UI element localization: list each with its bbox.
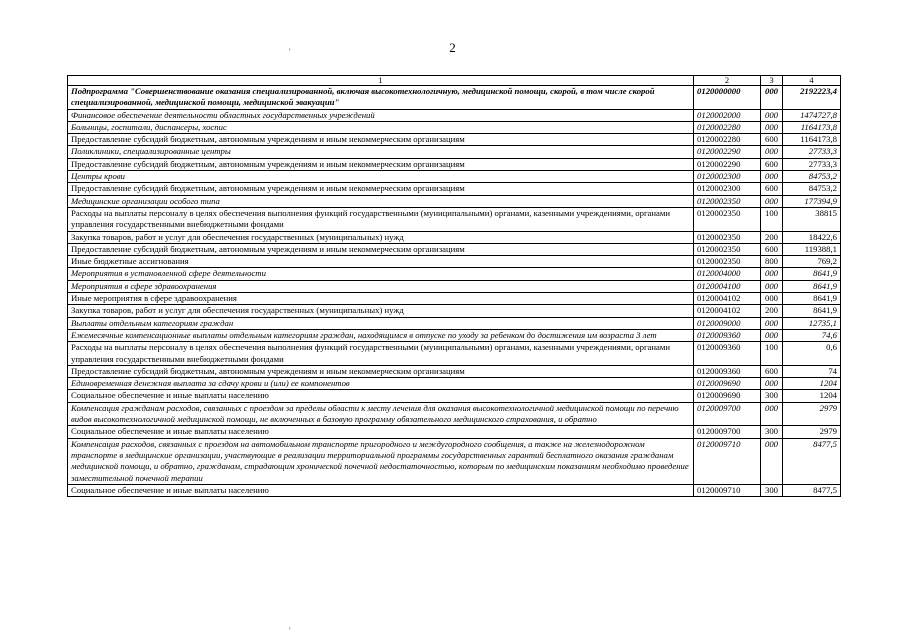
row-name-cell: Больницы, госпитали, диспансеры, хоспис: [68, 121, 694, 133]
row-vr-cell: 000: [761, 438, 783, 484]
row-sum-cell: 177394,9: [783, 195, 841, 207]
row-vr-cell: 800: [761, 256, 783, 268]
table-row[interactable]: [68, 134, 841, 146]
row-name-cell: Закупка товаров, работ и услуг для обеспечения государственных (муниципальных) нужд: [68, 231, 694, 243]
row-code-cell: 0120009360: [694, 342, 761, 366]
row-vr-cell: 000: [761, 402, 783, 426]
row-code-cell: 0120002000: [694, 109, 761, 121]
table-row[interactable]: [68, 207, 841, 231]
table-row[interactable]: [68, 183, 841, 195]
row-name-cell: Поликлиники, специализированные центры: [68, 146, 694, 158]
row-sum-cell: 8641,9: [783, 305, 841, 317]
row-name-cell: Предоставление субсидий бюджетным, автономным учреждениям и иным некоммерческим организациям: [68, 134, 694, 146]
table-row[interactable]: [68, 280, 841, 292]
row-sum-cell: 27733,3: [783, 146, 841, 158]
row-code-cell: 0120002280: [694, 121, 761, 133]
row-name-cell: Социальное обеспечение и иные выплаты населению: [68, 484, 694, 496]
row-vr-cell: 000: [761, 268, 783, 280]
table-row[interactable]: [68, 256, 841, 268]
scan-mark: ': [289, 47, 291, 57]
row-vr-cell: 000: [761, 317, 783, 329]
row-code-cell: 0120002350: [694, 207, 761, 231]
row-sum-cell: 1204: [783, 378, 841, 390]
table-row[interactable]: [68, 171, 841, 183]
row-sum-cell: 8641,9: [783, 293, 841, 305]
row-sum-cell: 119388,1: [783, 243, 841, 255]
row-vr-cell: 000: [761, 171, 783, 183]
row-sum-cell: 38815: [783, 207, 841, 231]
row-code-cell: 0120004100: [694, 280, 761, 292]
row-name-cell: Единовременная денежная выплата за сдачу крови и (или) ее компонентов: [68, 378, 694, 390]
table-row[interactable]: [68, 317, 841, 329]
table-row[interactable]: [68, 195, 841, 207]
page-number: 2: [449, 40, 456, 55]
row-code-cell: 0120009360: [694, 329, 761, 341]
row-name-cell: Закупка товаров, работ и услуг для обеспечения государственных (муниципальных) нужд: [68, 305, 694, 317]
table-row[interactable]: [68, 121, 841, 133]
table-row[interactable]: [68, 342, 841, 366]
row-sum-cell: 1164173,8: [783, 121, 841, 133]
row-code-cell: 0120009360: [694, 365, 761, 377]
row-code-cell: 0120009700: [694, 402, 761, 426]
table-row[interactable]: [68, 378, 841, 390]
row-sum-cell: 74: [783, 365, 841, 377]
row-name-cell: Центры крови: [68, 171, 694, 183]
row-vr-cell: 000: [761, 378, 783, 390]
row-code-cell: 0120009690: [694, 378, 761, 390]
row-name-cell: Финансовое обеспечение деятельности областных государственных учреждений: [68, 109, 694, 121]
row-vr-cell: 000: [761, 329, 783, 341]
row-name-cell: Предоставление субсидий бюджетным, автономным учреждениям и иным некоммерческим организациям: [68, 243, 694, 255]
table-row[interactable]: [68, 293, 841, 305]
row-vr-cell: 600: [761, 183, 783, 195]
row-vr-cell: 600: [761, 365, 783, 377]
row-code-cell: 0120009690: [694, 390, 761, 402]
row-name-cell: Предоставление субсидий бюджетным, автономным учреждениям и иным некоммерческим организациям: [68, 365, 694, 377]
row-name-cell: Иные бюджетные ассигнования: [68, 256, 694, 268]
row-sum-cell: 2979: [783, 426, 841, 438]
scan-mark-bottom: ': [289, 626, 291, 636]
table-row[interactable]: [68, 426, 841, 438]
row-name-cell: Социальное обеспечение и иные выплаты населению: [68, 390, 694, 402]
row-name-cell: Подпрограмма "Совершенствование оказания специализированной, включая высокотехнологичную, медицинской помощи, скорой, в том числе скорой специализированной, медицинской помощи, медицинской эвакуации": [68, 86, 694, 110]
row-vr-cell: 000: [761, 280, 783, 292]
row-vr-cell: 000: [761, 109, 783, 121]
table-row[interactable]: [68, 305, 841, 317]
row-code-cell: 0120009700: [694, 426, 761, 438]
row-sum-cell: 0,6: [783, 342, 841, 366]
row-sum-cell: 1164173,8: [783, 134, 841, 146]
row-sum-cell: 27733,3: [783, 158, 841, 170]
row-vr-cell: 100: [761, 207, 783, 231]
table-row[interactable]: [68, 438, 841, 484]
row-sum-cell: 8477,5: [783, 484, 841, 496]
header-name: 1: [68, 76, 694, 86]
row-sum-cell: 769,2: [783, 256, 841, 268]
row-name-cell: Ежемесячные компенсационные выплаты отдельным категориям граждан, находящимся в отпуске по уходу за ребенком до достижения им возраста 3 лет: [68, 329, 694, 341]
row-code-cell: 0120004000: [694, 268, 761, 280]
row-name-cell: Выплаты отдельным категориям граждан: [68, 317, 694, 329]
row-code-cell: 0120002350: [694, 195, 761, 207]
row-name-cell: Мероприятия в сфере здравоохранения: [68, 280, 694, 292]
row-name-cell: Мероприятия в установленной сфере деятельности: [68, 268, 694, 280]
row-vr-cell: 600: [761, 134, 783, 146]
table-row[interactable]: [68, 484, 841, 496]
row-sum-cell: 74,6: [783, 329, 841, 341]
row-code-cell: 0120002350: [694, 256, 761, 268]
row-code-cell: 0120002300: [694, 171, 761, 183]
row-sum-cell: 1204: [783, 390, 841, 402]
row-code-cell: 0120004102: [694, 305, 761, 317]
row-code-cell: 0120004102: [694, 293, 761, 305]
table-body: [68, 86, 841, 497]
row-code-cell: 0120002280: [694, 134, 761, 146]
row-vr-cell: 600: [761, 243, 783, 255]
table-row[interactable]: [68, 86, 841, 110]
row-code-cell: 0120000000: [694, 86, 761, 110]
row-vr-cell: 200: [761, 305, 783, 317]
row-vr-cell: 200: [761, 231, 783, 243]
row-vr-cell: 300: [761, 484, 783, 496]
row-sum-cell: 2979: [783, 402, 841, 426]
row-sum-cell: 2192223,4: [783, 86, 841, 110]
row-code-cell: 0120002350: [694, 231, 761, 243]
row-vr-cell: 000: [761, 121, 783, 133]
header-row: [68, 76, 841, 86]
table-row[interactable]: [68, 158, 841, 170]
table-row[interactable]: [68, 329, 841, 341]
row-name-cell: Предоставление субсидий бюджетным, автономным учреждениям и иным некоммерческим организациям: [68, 183, 694, 195]
row-sum-cell: 84753,2: [783, 171, 841, 183]
row-sum-cell: 12735,1: [783, 317, 841, 329]
row-code-cell: 0120009000: [694, 317, 761, 329]
row-name-cell: Предоставление субсидий бюджетным, автономным учреждениям и иным некоммерческим организациям: [68, 158, 694, 170]
row-sum-cell: 84753,2: [783, 183, 841, 195]
row-vr-cell: 000: [761, 195, 783, 207]
row-name-cell: Компенсация гражданам расходов, связанных с проездом за пределы области к месту лечения для оказания высокотехнологичной медицинской помощи по перечню видов высокотехнологичной медицинской помощи, не включенных в базовую программу обязательного медицинского страхования, и обратно: [68, 402, 694, 426]
table-row[interactable]: [68, 268, 841, 280]
table-row[interactable]: [68, 109, 841, 121]
row-name-cell: Иные мероприятия в сфере здравоохранения: [68, 293, 694, 305]
header-vr: 3: [761, 76, 783, 86]
row-name-cell: Расходы на выплаты персоналу в целях обеспечения выполнения функций государственными (муниципальными) органами, казенными учреждениями, органами управления государственными внебюджетными фондами: [68, 342, 694, 366]
row-vr-cell: 300: [761, 426, 783, 438]
row-code-cell: 0120002290: [694, 158, 761, 170]
row-sum-cell: 18422,6: [783, 231, 841, 243]
budget-table: [67, 75, 841, 497]
row-sum-cell: 8477,5: [783, 438, 841, 484]
table-row[interactable]: [68, 146, 841, 158]
row-name-cell: Медицинские организации особого типа: [68, 195, 694, 207]
row-sum-cell: 1474727,8: [783, 109, 841, 121]
row-vr-cell: 000: [761, 293, 783, 305]
row-name-cell: Компенсация расходов, связанных с проездом на автомобильном транспорте пригородного и междугородного сообщения, а также на железнодорожном транспорте в медицинские организации, участвующие в реализации территориальной программы государственных гарантий бесплатного оказания гражданам медицинской помощи, и обратно, гражданам, страдающим хронической почечной недостаточностью, которым по медицинским показаниям необходимо проведение заместительной почечной терапии: [68, 438, 694, 484]
table-row[interactable]: [68, 390, 841, 402]
row-vr-cell: 600: [761, 158, 783, 170]
table-row[interactable]: [68, 231, 841, 243]
row-name-cell: Расходы на выплаты персоналу в целях обеспечения выполнения функций государственными (муниципальными) органами, казенными учреждениями, органами управления государственными внебюджетными фондами: [68, 207, 694, 231]
header-code: 2: [694, 76, 761, 86]
row-name-cell: Социальное обеспечение и иные выплаты населению: [68, 426, 694, 438]
row-sum-cell: 8641,9: [783, 280, 841, 292]
row-vr-cell: 000: [761, 146, 783, 158]
table-row[interactable]: [68, 365, 841, 377]
header-sum: 4: [783, 76, 841, 86]
row-code-cell: 0120002300: [694, 183, 761, 195]
row-vr-cell: 100: [761, 342, 783, 366]
row-sum-cell: 8641,9: [783, 268, 841, 280]
row-vr-cell: 300: [761, 390, 783, 402]
row-code-cell: 0120009710: [694, 484, 761, 496]
row-vr-cell: 000: [761, 86, 783, 110]
table-row[interactable]: [68, 402, 841, 426]
table-row[interactable]: [68, 243, 841, 255]
row-code-cell: 0120002350: [694, 243, 761, 255]
row-code-cell: 0120002290: [694, 146, 761, 158]
row-code-cell: 0120009710: [694, 438, 761, 484]
